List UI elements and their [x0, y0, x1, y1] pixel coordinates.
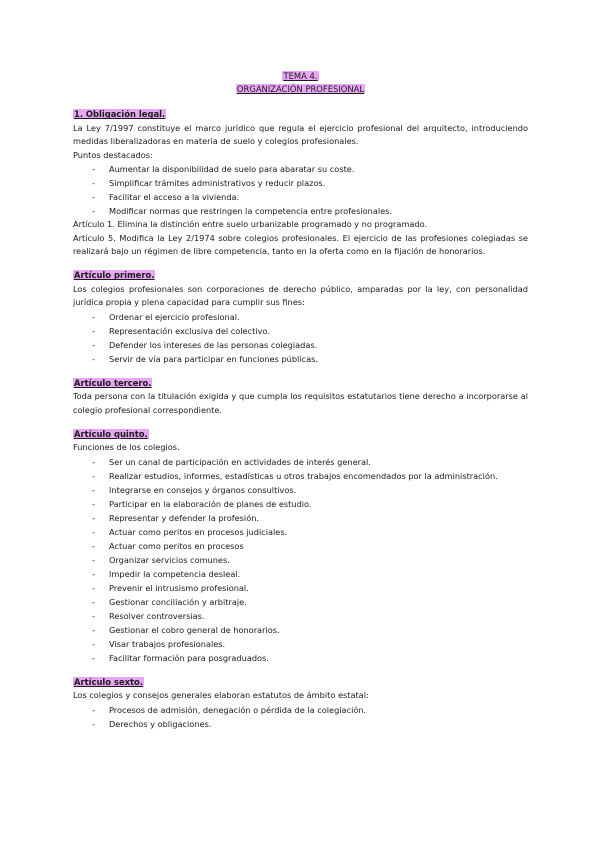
list-item: - Aumentar la disponibilidad de suelo para abaratar su coste.	[92, 162, 528, 176]
section-heading: 1. Obligación legal.	[74, 109, 166, 120]
section-heading: Artículo primero.	[74, 270, 155, 281]
bullet-list	[73, 310, 528, 366]
section-articulo-sexto	[73, 676, 528, 731]
bullet-list	[73, 703, 528, 731]
list-item: - Ordenar el ejercicio profesional.	[92, 310, 528, 324]
section-intro: Funciones de los colegios.	[73, 442, 180, 453]
section-intro: Los colegios profesionales son corporaciones de derecho público, amparadas por la ley, con personalidad jurídica propia y plena capacidad para cumplir sus fines:	[73, 283, 528, 308]
list-item: - Servir de vía para participar en funciones públicas.	[92, 352, 528, 366]
list-item: - Actuar como peritos en procesos judiciales.	[92, 525, 528, 539]
list-item: - Ser un canal de participación en actividades de interés general.	[92, 455, 528, 469]
section-articulo-quinto	[73, 428, 528, 665]
title-line-2: ORGANIZACIÓN PROFESIONAL	[236, 84, 365, 95]
list-item: - Gestionar conciliación y arbitraje.	[92, 595, 528, 609]
list-item: - Visar trabajos profesionales.	[92, 637, 528, 651]
section-lead: Puntos destacados:	[73, 149, 153, 160]
list-item: - Procesos de admisión, denegación o pérdida de la colegiación.	[92, 703, 528, 717]
section-articulo-primero	[73, 269, 528, 365]
list-item: - Representar y defender la profesión.	[92, 511, 528, 525]
list-item: - Organizar servicios comunes.	[92, 553, 528, 567]
list-item: - Modificar normas que restringen la competencia entre profesionales.	[92, 204, 528, 218]
list-item: - Impedir la competencia desleal.	[92, 567, 528, 581]
section-heading: Artículo tercero.	[74, 377, 152, 388]
list-item: - Prevenir el intrusismo profesional.	[92, 581, 528, 595]
list-item: - Participar en la elaboración de planes de estudio.	[92, 497, 528, 511]
section-intro: Los colegios y consejos generales elaboran estatutos de ámbito estatal:	[73, 690, 369, 701]
section-paragraph: Artículo 5. Modifica la Ley 2/1974 sobre colegios profesionales. El ejercicio de las profesiones colegiadas se realizará bajo un régimen de libre competencia, tanto en la oferta como en la fijación de honorarios.	[73, 232, 528, 256]
bullet-list	[73, 162, 528, 218]
list-item: - Integrarse en consejos y órganos consultivos.	[92, 483, 528, 497]
section-paragraph: Artículo 1. Elimina la distinción entre suelo urbanizable programado y no programado.	[73, 219, 428, 230]
title-block	[73, 70, 528, 96]
list-item: - Representación exclusiva del colectivo.	[92, 324, 528, 338]
title-line-1: TEMA 4.	[283, 71, 318, 81]
list-item: - Defender los intereses de las personas colegiadas.	[92, 338, 528, 352]
section-heading: Artículo sexto.	[74, 676, 143, 687]
section-obligacion-legal	[73, 108, 528, 258]
list-item: - Facilitar formación para posgraduados.	[92, 651, 528, 665]
section-articulo-tercero	[73, 377, 528, 417]
section-intro: Toda persona con la titulación exigida y que cumpla los requisitos estatutarios tiene derecho a incorporarse al colegio profesional correspondiente.	[73, 391, 528, 415]
list-item: - Realizar estudios, informes, estadísticas u otros trabajos encomendados por la administración.	[92, 469, 528, 483]
list-item: - Resolver controversias.	[92, 609, 528, 623]
list-item: - Actuar como peritos en procesos	[92, 539, 528, 553]
list-item: - Gestionar el cobro general de honorarios.	[92, 623, 528, 637]
section-heading: Artículo quinto.	[74, 428, 148, 439]
section-intro: La Ley 7/1997 constituye el marco jurídico que regula el ejercicio profesional del arquitecto, introduciendo medidas liberalizadoras en materia de suelo y colegios profesionales.	[73, 122, 528, 147]
bullet-list	[73, 455, 528, 665]
list-item: - Derechos y obligaciones.	[92, 717, 528, 731]
list-item: - Facilitar el acceso a la vivienda.	[92, 190, 528, 204]
list-item: - Simplificar trámites administrativos y reducir plazos.	[92, 176, 528, 190]
